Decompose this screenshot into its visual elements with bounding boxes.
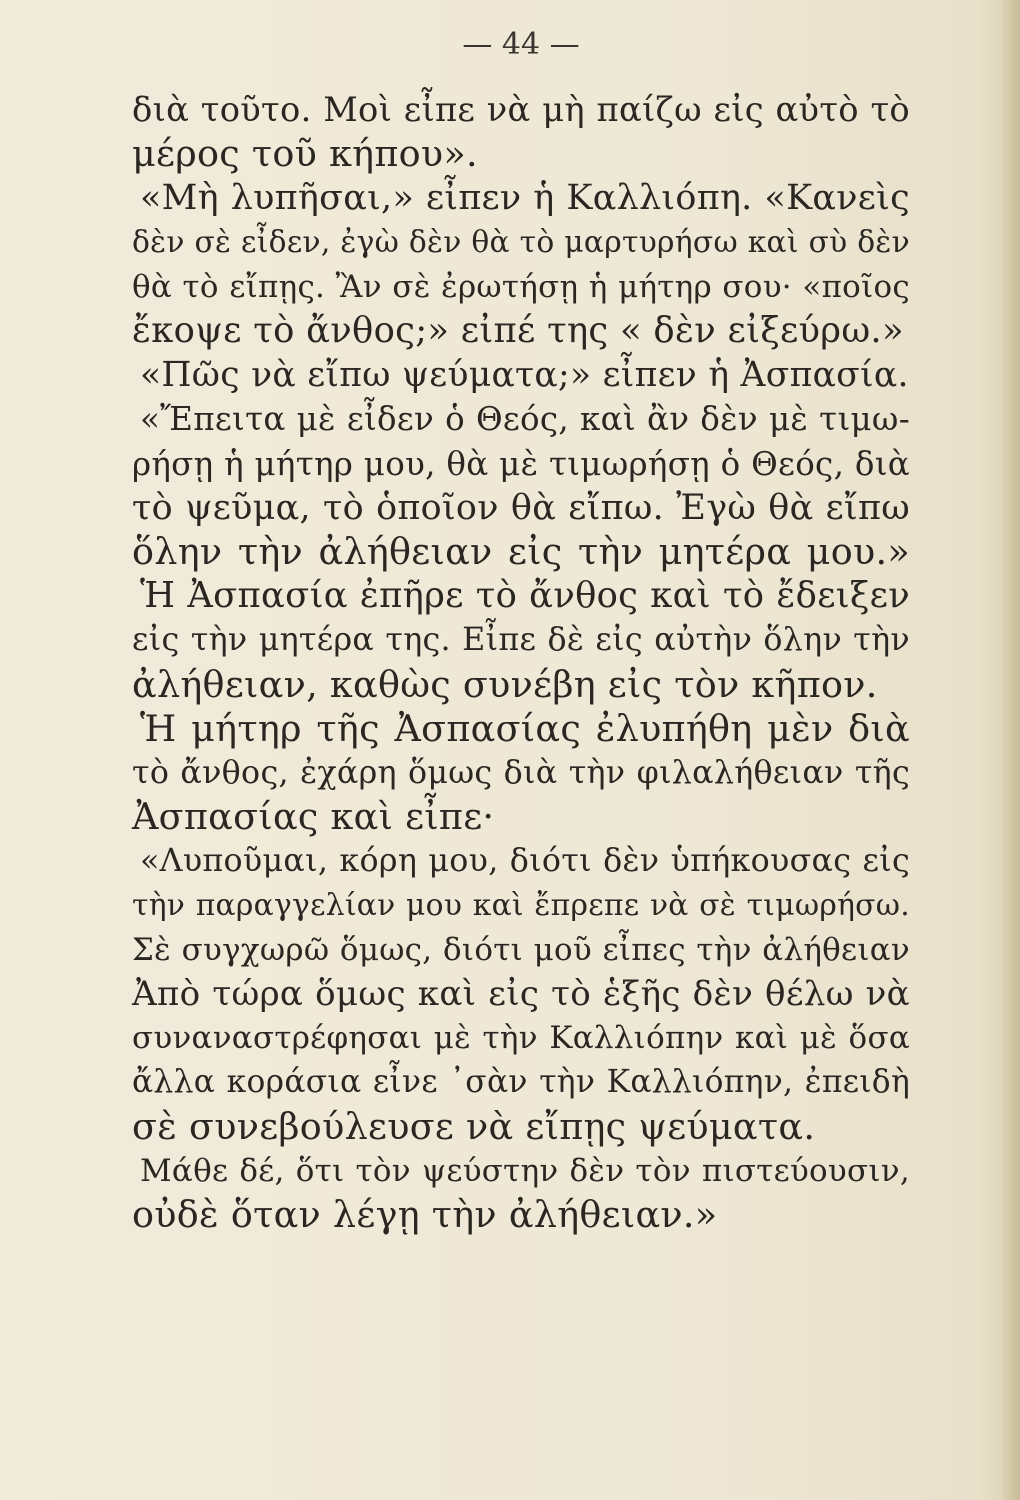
text-line: Ἀσπασίας καὶ εἶπε· xyxy=(132,795,495,839)
text-line: Ἀπὸ τώρα ὅμως καὶ εἰς τὸ ἑξῆς δὲν θέλω νὰ xyxy=(132,974,910,1015)
text-line: Ἡ μήτηρ τῆς Ἀσπασίας ἐλυπήθη μὲν διὰ xyxy=(140,706,910,750)
page-number: — 44 — xyxy=(462,27,580,62)
text-line: τὸ ψεῦμα, τὸ ὁποῖον θὰ εἴπω. Ἐγὼ θὰ εἴπω xyxy=(132,487,910,528)
text-line: ἔκοψε τὸ ἄνθος;» εἰπέ της « δὲν εἰξεύρω.» xyxy=(132,310,904,352)
text-line: Ἡ Ἀσπασία ἐπῆρε τὸ ἄνθος καὶ τὸ ἔδειξεν xyxy=(140,575,910,617)
text-line: Σὲ συγχωρῶ ὅμως, διότι μοῦ εἶπες τὴν ἀλήθειαν xyxy=(132,931,910,968)
text-line: ρήσῃ ἡ μήτηρ μου, θὰ μὲ τιμωρήσῃ ὁ Θεός, διὰ xyxy=(132,444,910,483)
page-binding-edge xyxy=(1002,0,1020,1500)
text-line: ἄλλα κοράσια εἶνε ᾽σὰν τὴν Καλλιόπην, ἐπειδὴ xyxy=(132,1064,910,1101)
text-line: «Λυποῦμαι, κόρη μου, διότι δὲν ὑπήκουσας εἰς xyxy=(140,843,910,880)
text-line: «Ἔπειτα μὲ εἶδεν ὁ Θεός, καὶ ἂν δὲν μὲ τιμω- xyxy=(140,400,910,439)
text-line: εἰς τὴν μητέρα της. Εἶπε δὲ εἰς αὐτὴν ὅλην τὴν xyxy=(132,622,910,659)
text-line: Μάθε δέ, ὅτι τὸν ψεύστην δὲν τὸν πιστεύουσιν, xyxy=(140,1152,910,1189)
text-line: «Μὴ λυπῆσαι,» εἶπεν ἡ Καλλιόπη. «Κανεὶς xyxy=(140,178,910,219)
text-line: τὴν παραγγελίαν μου καὶ ἔπρεπε νὰ σὲ τιμωρήσω. xyxy=(132,887,910,923)
page-text-block xyxy=(132,20,910,1237)
text-line: συναναστρέφησαι μὲ τὴν Καλλιόπην καὶ μὲ ὅσα xyxy=(132,1020,910,1057)
text-line: ὅλην τὴν ἀλήθειαν εἰς τὴν μητέρα μου.» xyxy=(132,530,910,574)
text-line: «Πῶς νὰ εἴπω ψεύματα;» εἶπεν ἡ Ἀσπασία. xyxy=(140,355,909,396)
text-line: δὲν σὲ εἶδεν, ἐγὼ δὲν θὰ τὸ μαρτυρήσω καὶ σὺ δὲν xyxy=(132,224,910,260)
text-line: ἀλήθειαν, καθὼς συνέβη εἰς τὸν κῆπον. xyxy=(132,662,878,706)
text-line: οὐδὲ ὅταν λέγῃ τὴν ἀλήθειαν.» xyxy=(132,1193,718,1237)
text-line: θὰ τὸ εἴπῃς. Ἂν σὲ ἐρωτήσῃ ἡ μήτηρ σου· «ποῖος xyxy=(132,268,910,305)
text-line: μέρος τοῦ κήπου». xyxy=(132,132,478,176)
text-line: τὸ ἄνθος, ἐχάρη ὅμως διὰ τὴν φιλαλήθειαν τῆς xyxy=(132,755,910,792)
text-line: διὰ τοῦτο. Μοὶ εἶπε νὰ μὴ παίζω εἰς αὐτὸ τὸ xyxy=(132,90,910,129)
text-line: σὲ συνεβούλευσε νὰ εἴπῃς ψεύματα. xyxy=(132,1104,816,1148)
